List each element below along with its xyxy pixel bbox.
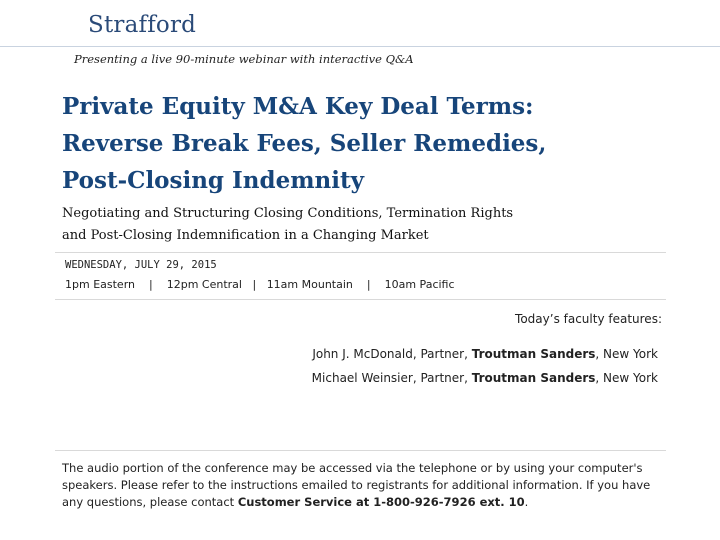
webinar-date: WEDNESDAY, JULY 29, 2015 <box>65 259 217 271</box>
time-separator: | <box>149 278 153 291</box>
header-divider <box>0 46 720 47</box>
webinar-times <box>65 278 455 291</box>
subtitle-line: and Post-Closing Indemnification in a Changing Market <box>62 228 429 243</box>
title-line: Post-Closing Indemnity <box>62 167 364 194</box>
audio-instructions <box>62 460 662 511</box>
divider <box>55 299 666 300</box>
faculty-firm: Troutman Sanders <box>471 347 596 361</box>
time-pacific: 10am Pacific <box>384 278 455 291</box>
subtitle-line: Negotiating and Structuring Closing Conditions, Termination Rights <box>62 206 514 221</box>
faculty-name: John J. McDonald, Partner, <box>312 347 468 361</box>
webinar-tagline: Presenting a live 90-minute webinar with interactive Q&A <box>74 52 414 66</box>
time-eastern: 1pm Eastern <box>65 278 135 291</box>
faculty-location: , New York <box>595 371 658 385</box>
title-line: Private Equity M&A Key Deal Terms: <box>62 93 534 120</box>
time-mountain: 11am Mountain <box>266 278 353 291</box>
title-line: Reverse Break Fees, Seller Remedies, <box>62 130 547 157</box>
time-separator: | <box>366 278 371 291</box>
footer-end: . <box>524 495 529 509</box>
customer-service-contact: Customer Service at 1-800-926-7926 ext. 10 <box>237 495 525 509</box>
faculty-name: Michael Weinsier, Partner, <box>311 371 468 385</box>
webinar-title <box>62 88 702 199</box>
divider <box>55 450 666 451</box>
faculty-firm: Troutman Sanders <box>471 371 596 385</box>
faculty-member <box>312 371 658 385</box>
divider <box>55 252 666 253</box>
time-central: 12pm Central <box>166 278 242 291</box>
time-separator: | <box>252 278 257 291</box>
faculty-member <box>312 347 658 361</box>
webinar-subtitle <box>62 203 682 247</box>
footer-text: The audio portion of the conference may be accessed via the telephone or by using your computer's speakers. Please refer to the instructions emailed to registrants for additional information. If you have any questions, please contact <box>62 461 651 509</box>
strafford-logo: Strafford <box>88 12 197 38</box>
faculty-heading: Today’s faculty features: <box>515 312 662 326</box>
faculty-location: , New York <box>595 347 658 361</box>
